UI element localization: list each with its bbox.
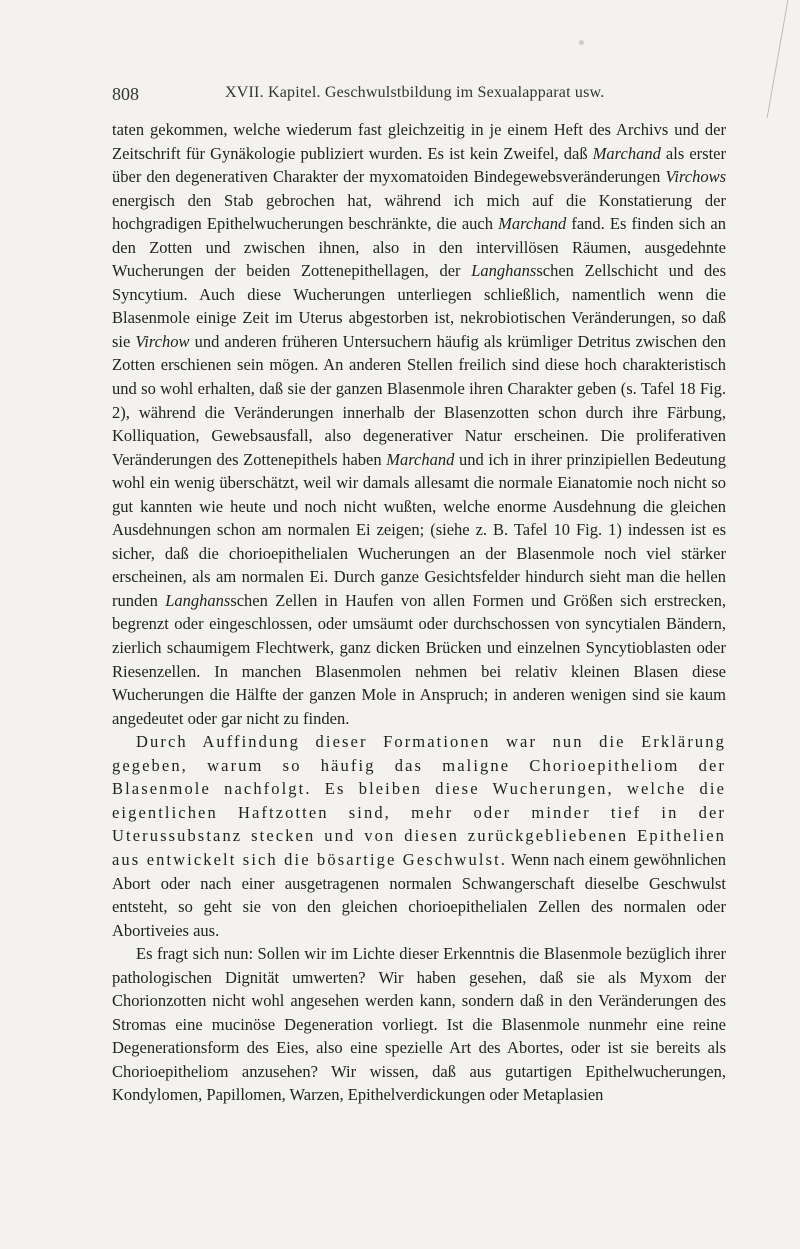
text-run: Wenn nach einem gewöhnlichen Abort oder nach einer ausgetragenen normalen Schwangerschaft dieselbe Geschwulst entsteht, so geht sie von den gleichen chorioepithelialen Zellen des normalen oder Abortiveies aus. (112, 849, 726, 940)
author-name: Langhans (165, 590, 231, 610)
author-name: Virchow (135, 331, 190, 351)
text-run: als erster über den degenerativen Charakter der myxomatoiden Bindegewebsveränderungen (112, 143, 726, 187)
author-name: Virchows (665, 167, 726, 187)
paragraph (112, 942, 726, 1107)
paper-speck (579, 40, 584, 45)
text-run: Es fragt sich nun: Sollen wir im Lichte dieser Erkenntnis die Blasenmole bezüglich ihrer pathologischen Dignität umwerten? Wir haben gesehen, daß sie als Myxom der Chorionzotten nicht wohl angesehen werden kann, sondern daß in den Veränderungen des Stromas eine mucinöse Degeneration vorliegt. Ist die Blasenmole nunmehr eine reine Degenerationsform des Eies, also eine spezielle Art des Abortes, oder ist sie bereits als Chorioepitheliom anzusehen? Wir wissen, daß aus gutartigen Epithelwucherungen, Kondylomen, Papillomen, Warzen, Epithelverdickungen oder Metaplasien (112, 944, 726, 1105)
emphasized-text: Durch Auffindung dieser Formationen war nun die Erklärung gegeben, warum so häufig das maligne Chorioepitheliom der Blasenmole nachfolgt. Es bleiben diese Wucherungen, welche die eigentlichen Haftzotten sind, mehr oder minder tief in der Uterussubstanz stecken und von diesen zurückgebliebenen Epithelien aus entwickelt sich die bösartige Geschwulst. (112, 732, 726, 869)
text-run: taten gekommen, welche wiederum fast gleichzeitig in je einem Heft des Archivs und der Zeitschrift für Gynäkologie publiziert wurden. Es ist kein Zweifel, daß (112, 120, 726, 163)
text-run: schen Zellschicht und des Syncytium. Auch diese Wucherungen unterliegen schließlich, namentlich wenn die Blasenmole einige Zeit im Uterus abgestorben ist, nekrobiotischen Veränderungen, so daß sie (112, 261, 727, 351)
author-name: Marchand (498, 214, 567, 234)
author-name: Langhans (471, 261, 537, 281)
paragraph (112, 118, 726, 730)
text-run: fand. Es finden sich an den Zotten und zwischen ihnen, also in den intervillösen Räumen, ausgedehnte Wucherungen der beiden Zottenepithellagen, der (112, 214, 727, 281)
page-edge-mark (765, 0, 789, 118)
author-name: Marchand (592, 143, 661, 163)
text-run: energisch den Stab gebrochen hat, während ich mich auf die Konstatierung der hochgradigen Epithelwucherungen beschränkte, die auch (112, 190, 726, 234)
text-run: schen Zellen in Haufen von allen Formen und Größen sich erstrecken, begrenzt oder eingeschlossen, oder umsäumt oder durchschossen von syncytialen Bändern, zierlich schaumigem Flechtwerk, ganz dicken Brücken und einzelnen Syncytioblasten oder Riesenzellen. In manchen Blasenmolen nehmen bei relativ kleinen Blasen diese Wucherungen die Hälfte der ganzen Mole in Anspruch; in anderen wenigen sind sie kaum angedeutet oder gar nicht zu finden. (112, 590, 726, 728)
page-number: 808 (112, 84, 139, 104)
author-name: Marchand (386, 449, 455, 469)
paragraph (112, 730, 726, 942)
running-title: XVII. Kapitel. Geschwulstbildung im Sexualapparat usw. (225, 84, 605, 101)
text-run: und ich in ihrer prinzipiellen Bedeutung wohl ein wenig überschätzt, weil wir damals allesamt die normale Eianatomie noch nicht so gut kannten wie heute und noch nicht wußten, welche enorme Ausdehnung die gleichen Ausdehnungen schon am normalen Ei zeigen; (siehe z. B. Tafel 10 Fig. 1) indessen ist es sicher, daß die chorioepithelialen Wucherungen an der Blasenmole noch viel stärker erscheinen, als am normalen Ei. Durch ganze Gesichtsfelder hindurch sieht man die hellen runden (112, 449, 726, 610)
text-run: und anderen früheren Untersuchern häufig als krümliger Detritus zwischen den Zotten erschienen sein mögen. An anderen Stellen freilich sind diese hoch charakteristisch und so wohl erhalten, daß sie der ganzen Blasenmole ihren Charakter geben (s. Tafel 18 Fig. 2), während die Veränderungen innerhalb der Blasenzotten schon durch ihre Färbung, Kolliquation, Gewebsausfall, also degenerativer Natur erscheinen. Die proliferativen Veränderungen des Zottenepithels haben (112, 331, 726, 469)
body-text (112, 118, 726, 1107)
